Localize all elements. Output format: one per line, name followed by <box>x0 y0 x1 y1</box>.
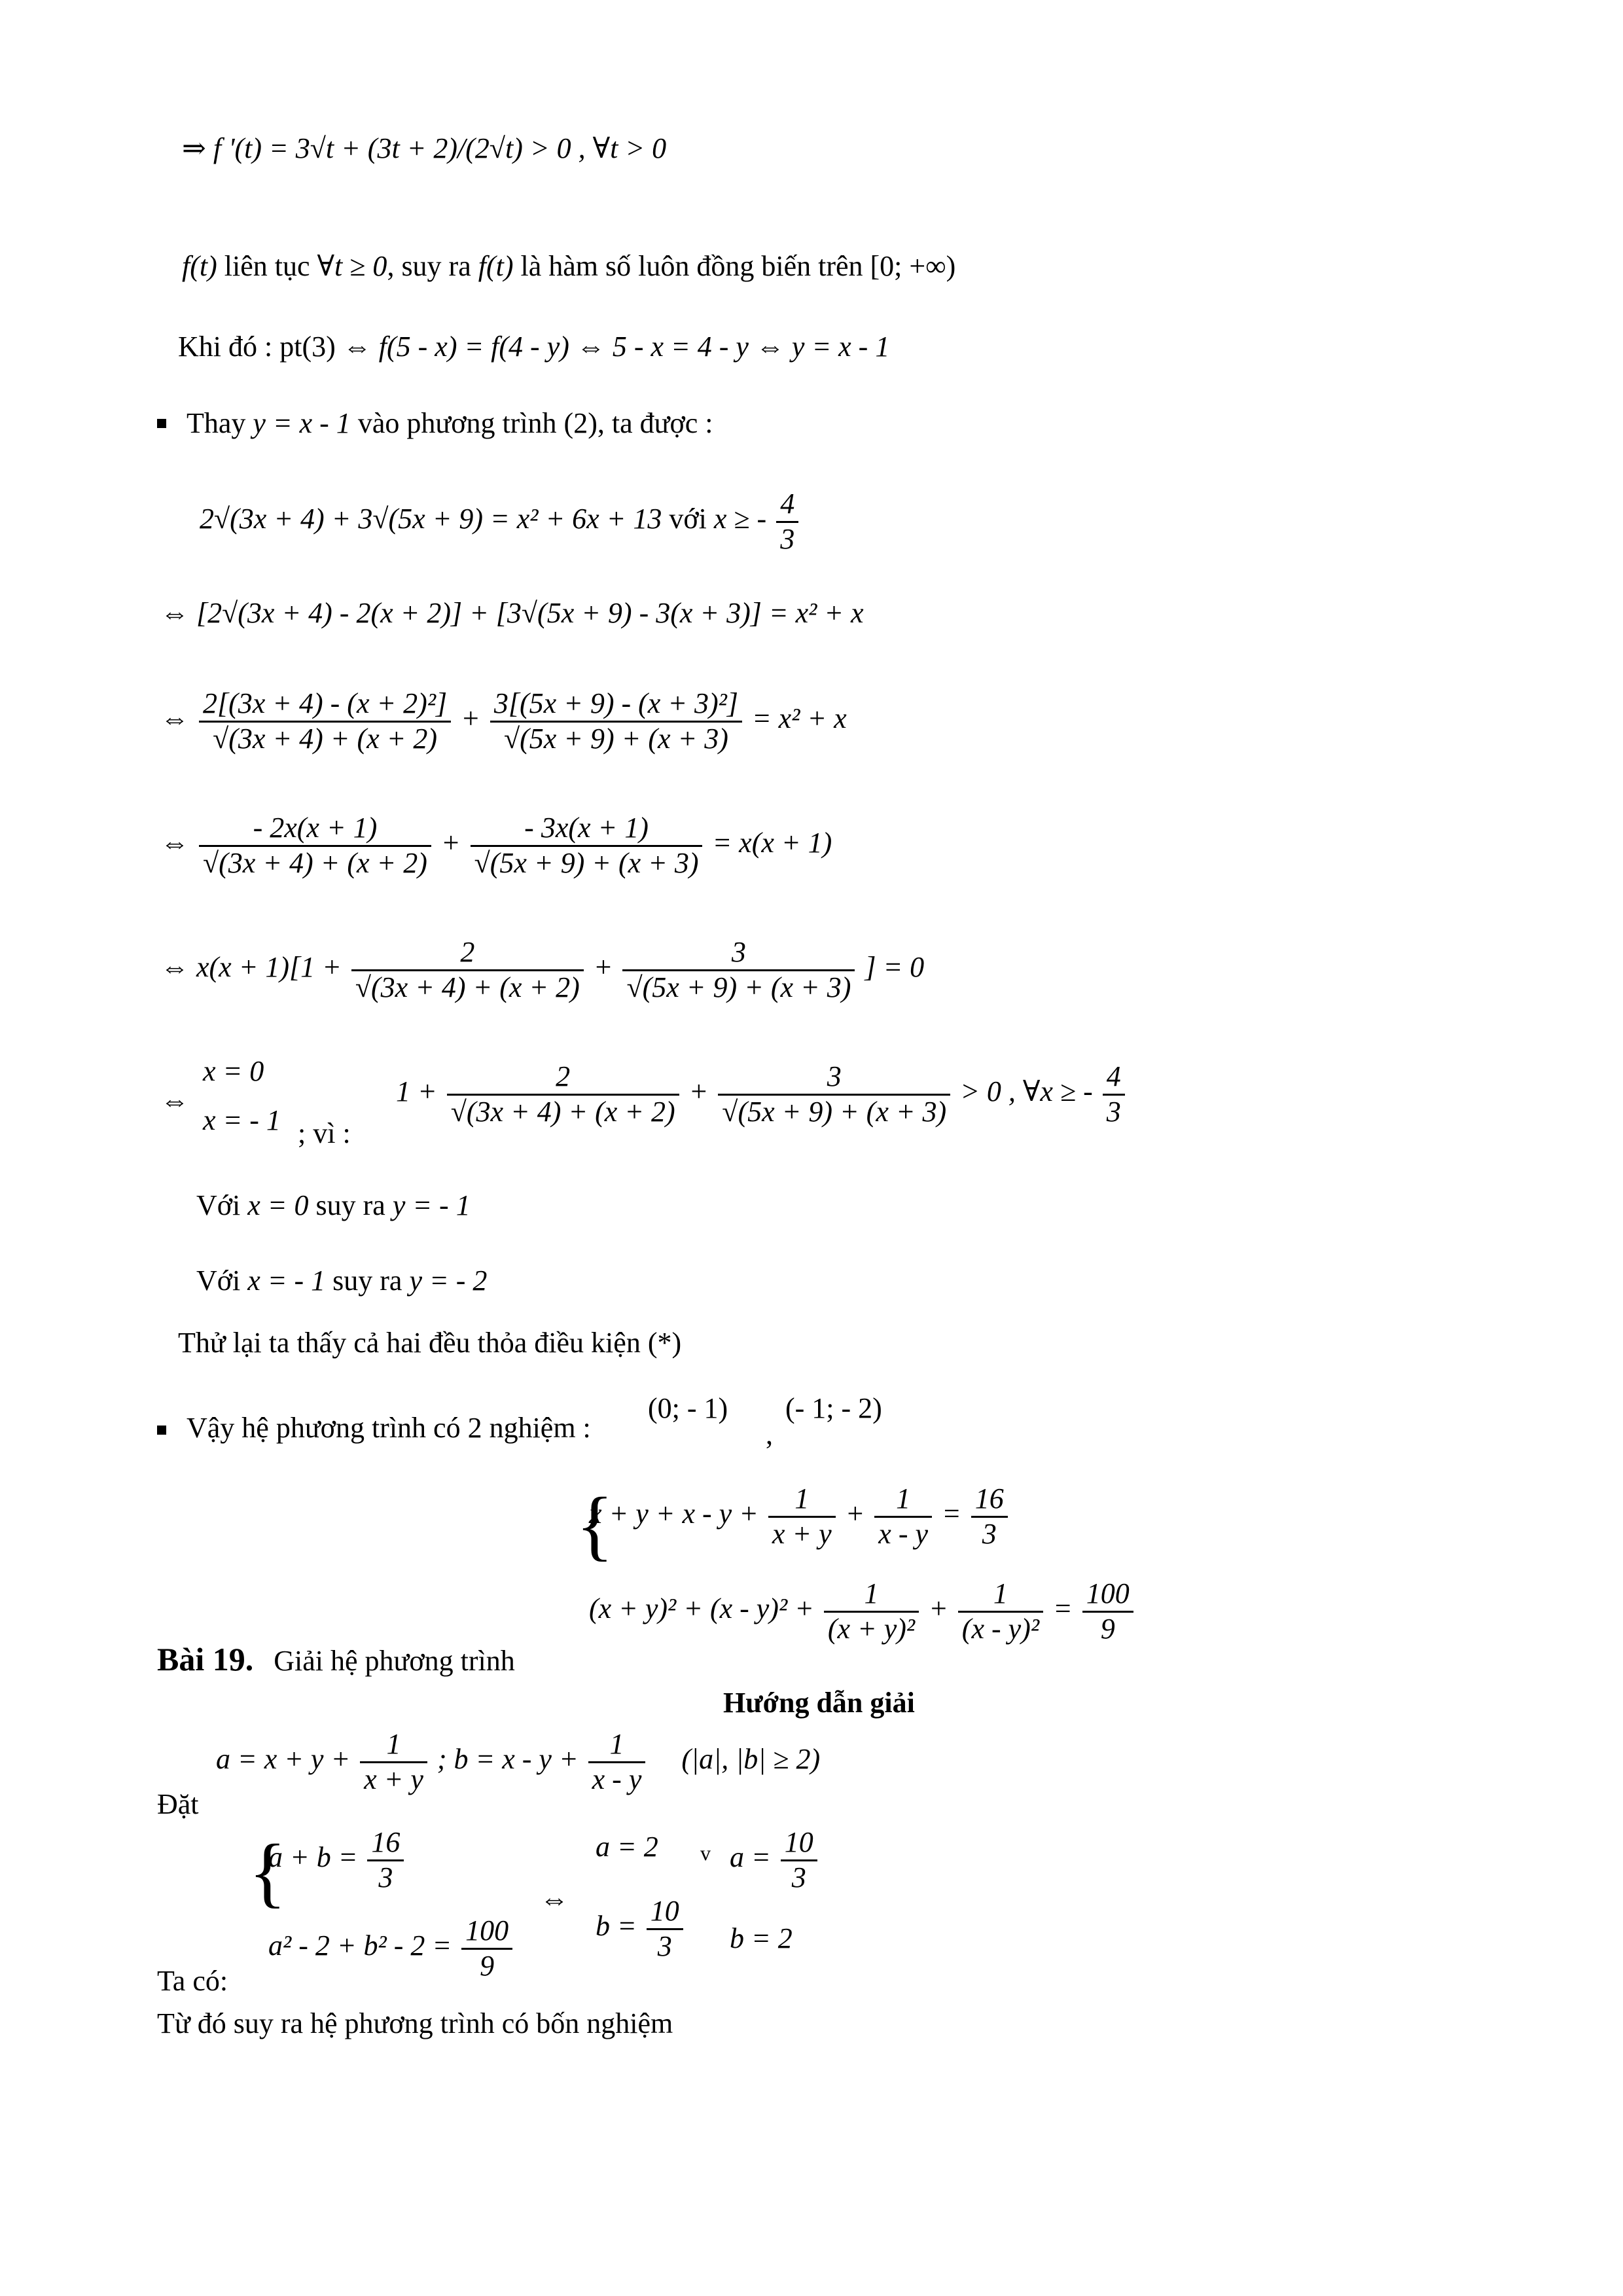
conjugate-line: ⇔ $\frac{\text{2[(3x + 4) - (x + 2)²]}}{√(3x + 4) + (x + 2)}$ + $\frac{\text{3[(5x + 9) - (x + 3)²]}}{√(5x + 9) + (x + 3)}$ = x² + x <box>160 687 847 755</box>
b-frac: $\frac{1}{x - y}$ <box>588 1728 646 1796</box>
substitute-text: vào phương trình (2), ta được : <box>357 407 713 439</box>
voi: với <box>669 503 707 535</box>
solution-pair-1 <box>648 1394 728 1423</box>
pt3-line <box>178 332 889 361</box>
four-thirds: $\frac{4}{3}$ <box>776 488 798 556</box>
conjugate-rhs: = x² + x <box>751 702 847 735</box>
simplified-line: ⇔ $\frac{- 2x(x + 1)}{√(3x + 4) + (x + 2)}$ + $\frac{- 3x(x + 1)}{√(5x + 9) + (x + 3)}$ = x(x + 1) <box>160 812 832 879</box>
hundred-ninths: $\frac{100}{9}$ <box>461 1914 512 1982</box>
case2-b <box>730 1924 793 1953</box>
tac-iff <box>540 1885 569 1914</box>
suy-ra: suy ra <box>315 1189 385 1221</box>
pt3-equiv: ⇔ f(5 - x) = f(4 - y) ⇔ 5 - x = 4 - y ⇔ y = x - 1 <box>342 331 890 363</box>
a-equals-2: a = 2 <box>596 1831 658 1863</box>
y-equals-minus-2: y = - 2 <box>409 1265 488 1297</box>
x-equals-minus-1: x = - 1 <box>203 1104 281 1136</box>
iff-solutions-symbol <box>160 1086 189 1115</box>
comma: , <box>766 1418 773 1450</box>
case1-a <box>596 1833 658 1861</box>
squares-sum: a² - 2 + b² - 2 = <box>268 1929 452 1962</box>
positivity-frac-1: $\frac{2}{√(3x + 4) + (x + 2)}$ <box>447 1060 679 1128</box>
tac-eq-2 <box>268 1914 515 1982</box>
iff-symbol: ⇔ <box>540 1883 569 1915</box>
ab-condition: (|a|, |b| ≥ 2) <box>681 1743 821 1776</box>
ten-thirds-2: $\frac{10}{3}$ <box>781 1826 817 1894</box>
factored-prefix: ⇔ x(x + 1)[1 + <box>160 951 342 984</box>
solution-x0 <box>203 1057 264 1086</box>
vi-text: ; vì : <box>298 1117 351 1149</box>
final-text: Từ đó suy ra hệ phương trình có bốn nghiệm <box>157 2007 673 2039</box>
interval: [0; +∞) <box>870 250 956 282</box>
or-text: v <box>700 1841 711 1865</box>
a-frac: $\frac{1}{x + y}$ <box>360 1728 427 1796</box>
grouping-text: ⇔ [2√(3x + 4) - 2(x + 2)] + [3√(5x + 9) - 3(x + 3)] = x² + x <box>160 597 864 629</box>
iff-symbol: ⇔ <box>160 1085 189 1117</box>
eq2-lhs: (x + y)² + (x - y)² + <box>589 1592 814 1625</box>
simplified-rhs: = x(x + 1) <box>712 827 832 859</box>
case2-a <box>730 1826 820 1894</box>
system-eq-2: (x + y)² + (x - y)² + $\frac{1}{\text{(x + y)²}}$ + $\frac{1}{\text{(x - y)²}}$ = $\frac{100}{9}$ <box>589 1577 1136 1645</box>
eq1-frac-1: $\frac{1}{x + y}$ <box>768 1482 836 1551</box>
continuity-word: liên tục <box>224 250 310 282</box>
verification-text: Thử lại ta thấy cả hai đều thỏa điều kiện (*) <box>178 1327 682 1359</box>
case1-b <box>596 1895 686 1963</box>
tac-text: Ta có: <box>157 1965 228 1997</box>
domain-condition: x ≥ - <box>713 503 767 535</box>
solution-x-1 <box>203 1106 281 1135</box>
factored-line: ⇔ x(x + 1)[1 + $\frac{2}{√(3x + 4) + (x + 2)}$ + $\frac{3}{√(5x + 9) + (x + 3)}$ ] = 0 <box>160 936 925 1003</box>
derivative-text: ⇒ f '(t) = 3√t + (3t + 2)/(2√t) > 0 , ∀t > 0 <box>182 132 667 164</box>
b-definition: ; b = x - y + <box>437 1743 579 1776</box>
verification-line <box>178 1329 681 1357</box>
iff-symbol: ⇔ <box>160 827 189 859</box>
bullet-icon <box>157 419 166 428</box>
pair-0-minus-1: (0; - 1) <box>648 1392 728 1424</box>
continuity-line <box>182 252 955 281</box>
sixteen-thirds: $\frac{16}{3}$ <box>367 1826 404 1894</box>
simplified-frac-1: $\frac{- 2x(x + 1)}{√(3x + 4) + (x + 2)}$ <box>199 812 431 880</box>
eq2-frac-2: $\frac{1}{\text{(x - y)²}}$ <box>958 1577 1043 1645</box>
b-equals: b = <box>596 1910 637 1943</box>
ft-symbol-2: f(t) <box>478 250 514 282</box>
voi: Với <box>196 1265 241 1297</box>
factored-frac-2: $\frac{3}{√(5x + 9) + (x + 3)}$ <box>622 936 855 1004</box>
a-definition: a = x + y + <box>216 1743 351 1776</box>
derivative-line <box>182 134 666 163</box>
conjugate-frac-2: $\frac{\text{3[(5x + 9) - (x + 3)²]}}{√(5x + 9) + (x + 3)}$ <box>490 687 742 755</box>
ten-thirds: $\frac{10}{3}$ <box>647 1895 683 1963</box>
y-equals-minus-1: y = - 1 <box>392 1189 471 1221</box>
equals: = <box>942 1498 961 1530</box>
x-equals-0: x = 0 <box>203 1055 264 1087</box>
because-label <box>298 1119 351 1148</box>
tac-label <box>157 1967 228 1996</box>
simplified-frac-2: $\frac{- 3x(x + 1)}{√(5x + 9) + (x + 3)}$ <box>471 812 703 880</box>
system-eq-1: x + y + x - y + $\frac{1}{x + y}$ + $\frac{1}{x - y}$ = $\frac{16}{3}$ <box>589 1482 1010 1551</box>
one-plus: 1 + <box>396 1075 437 1108</box>
positivity-line: 1 + $\frac{2}{√(3x + 4) + (x + 2)}$ + $\frac{3}{√(5x + 9) + (x + 3)}$ > 0 , ∀x ≥ - $\frac{4}{3}$ <box>396 1060 1128 1128</box>
exercise-number: Bài 19. <box>157 1641 254 1677</box>
factored-frac-1: $\frac{2}{√(3x + 4) + (x + 2)}$ <box>351 936 584 1004</box>
grouping-line <box>160 599 864 628</box>
positivity-frac-2: $\frac{3}{√(5x + 9) + (x + 3)}$ <box>718 1060 950 1128</box>
tac-eq-1 <box>268 1826 406 1894</box>
substitution: y = x - 1 <box>253 407 351 439</box>
voi: Với <box>196 1189 241 1221</box>
ft-symbol: f(t) <box>182 250 217 282</box>
exercise-prompt: Giải hệ phương trình <box>274 1645 515 1677</box>
solution-heading-text: Hướng dẫn giải <box>723 1687 915 1719</box>
x-equals-minus-1: x = - 1 <box>247 1265 326 1297</box>
factored-rhs: ] = 0 <box>865 951 925 984</box>
solution-pair-2 <box>785 1394 882 1423</box>
equation2-line <box>200 488 801 556</box>
solution-heading <box>723 1689 915 1717</box>
eq2-frac-1: $\frac{1}{\text{(x + y)²}}$ <box>824 1577 919 1645</box>
equals: = <box>1053 1592 1073 1625</box>
pair-minus-1-minus-2: (- 1; - 2) <box>785 1392 882 1424</box>
or-symbol <box>700 1842 711 1863</box>
pair-separator <box>766 1420 773 1449</box>
case-x-1-line <box>196 1266 487 1295</box>
a-plus-b: a + b = <box>268 1841 358 1874</box>
tac-brace: { <box>249 1828 287 1915</box>
four-thirds-2: $\frac{4}{3}$ <box>1103 1060 1125 1128</box>
x-equals-0: x = 0 <box>247 1189 309 1221</box>
conjugate-frac-1: $\frac{\text{2[(3x + 4) - (x + 2)²]}}{√(3x + 4) + (x + 2)}$ <box>199 687 451 755</box>
final-line <box>157 2009 673 2038</box>
a-equals: a = <box>730 1841 771 1874</box>
case-x0-line <box>196 1191 471 1220</box>
bullet-icon <box>157 1426 166 1435</box>
conclusion-line <box>187 1414 591 1443</box>
positivity-condition: > 0 , ∀x ≥ - <box>960 1075 1093 1108</box>
substitute-line <box>187 409 713 438</box>
substitution-eq <box>216 1728 820 1796</box>
dat-label <box>157 1790 199 1819</box>
eq1-rhs: $\frac{16}{3}$ <box>971 1482 1008 1551</box>
equation2: 2√(3x + 4) + 3√(5x + 9) = x² + 6x + 13 <box>200 503 662 535</box>
eq1-lhs: x + y + x - y + <box>589 1498 758 1530</box>
system-brace: { <box>576 1481 614 1568</box>
khi-do: Khi đó : pt(3) <box>178 331 336 363</box>
exercise-heading <box>157 1643 515 1676</box>
monotonic-text: là hàm số luôn đồng biến trên <box>520 250 863 282</box>
iff-symbol: ⇔ <box>160 702 189 735</box>
dat-text: Đặt <box>157 1788 199 1820</box>
eq2-rhs: $\frac{100}{9}$ <box>1082 1577 1133 1645</box>
b-equals-2: b = 2 <box>730 1922 793 1954</box>
suy-ra: , suy ra <box>387 250 471 282</box>
eq1-frac-2: $\frac{1}{x - y}$ <box>874 1482 932 1551</box>
suy-ra: suy ra <box>332 1265 402 1297</box>
conclusion-text: Vậy hệ phương trình có 2 nghiệm : <box>187 1412 591 1444</box>
thay: Thay <box>187 407 246 439</box>
forall-t: ∀t ≥ 0 <box>317 250 387 282</box>
